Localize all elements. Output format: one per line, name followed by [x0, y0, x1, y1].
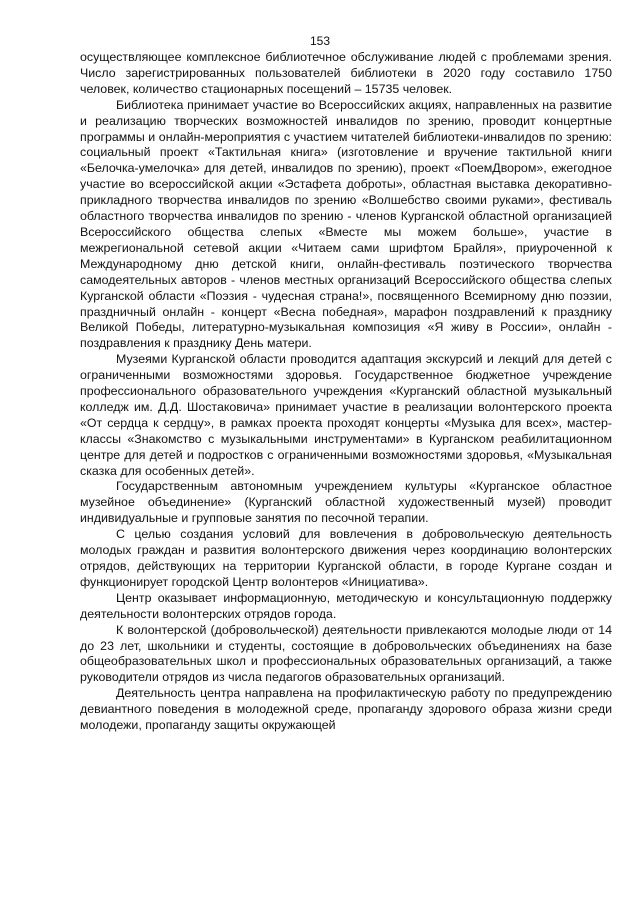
paragraph-center-support: Центр оказывает информационную, методическую и консультационную поддержку деятельности волонтерских отрядов города. — [80, 590, 612, 621]
paragraph-museum-association: Государственным автономным учреждением культуры «Курганское областное музейное объединение» (Курганский областной художественный музей) проводит индивидуальные и групповые занятия по песочной терапии. — [80, 479, 612, 526]
page-number: 153 — [309, 34, 331, 48]
paragraph-continuation: осуществляющее комплексное библиотечное обслуживание людей с проблемами зрения. Число зарегистрированных пользователей библиотеки в 2020 году составило 1750 человек, количество стационарных посещений – 15735 человек. — [80, 50, 612, 96]
paragraph-library-events: Библиотека принимает участие во Всероссийских акциях, направленных на развитие и реализацию творческих возможностей инвалидов по зрению, проводит концертные программы и онлайн-мероприятия с участием читателей библиотеки-инвалидов по зрению: социальный проект «Тактильная книга» (изготовление и вручение тактильной книги «Белочка-умелочка» для детей, инвалидов по зрению), проект «ПоемДвором», ежегодное участие во всероссийской акции «Эстафета доброты», областная выставка декоративно-прикладного творчества инвалидов по зрению «Волшебство своими руками», фестиваль областного творчества инвалидов по зрению - членов Курганской областной организацией Всероссийского общества слепых «Вместе мы можем больше», участие в межрегиональной сетевой акции «Читаем сами шрифтом Брайля», приуроченной к Международному дню детской книги, онлайн-фестиваль поэтического творчества самодеятельных авторов - членов местных организаций Всероссийского общества слепых Курганской области «Поэзия - чудесная страна!», посвященного Всемирному дню поэзии, праздничный онлайн - концерт «Весна победная», марафон поздравлений к празднику Великой Победы, литературно-музыкальная композиция «Я живу в России», онлайн - поздравления к празднику День матери. — [80, 97, 612, 351]
body-text — [80, 50, 612, 734]
paragraph-volunteer-center: С целью создания условий для вовлечения в добровольческую деятельность молодых граждан и развития волонтерского движения через координацию волонтерских отрядов, действующих на территории Курганской области, в городе Кургане создан и функционирует городской Центр волонтеров «Инициатива». — [80, 527, 612, 589]
paragraph-museums: Музеями Курганской области проводится адаптация экскурсий и лекций для детей с ограниченными возможностями здоровья. Государственное бюджетное учреждение профессионального образовательного учреждения «Курганский областной музыкальный колледж им. Д.Д. Шостаковича» принимает участие в реализации волонтерского проекта «От сердца к сердцу», в рамках проекта проходят концерты «Музыка для всех», мастер-классы «Знакомство с музыкальными инструментами» в Курганском реабилитационном центре для детей и подростков с ограниченными возможностями здоровья, «Музыкальная сказка для особенных детей». — [80, 352, 612, 478]
paragraph-center-activity: Деятельность центра направлена на профилактическую работу по предупреждению девиантного поведения в молодежной среде, пропаганду здорового образа жизни среди молодежи, пропаганду защиты окружающей — [80, 686, 612, 733]
paragraph-volunteer-participants: К волонтерской (добровольческой) деятельности привлекаются молодые люди от 14 до 23 лет, школьники и студенты, состоящие в добровольческих объединениях на базе общеобразовательных школ и профессиональных образовательных организаций, а также руководители отрядов из числа педагогов образовательных организаций. — [80, 622, 612, 685]
